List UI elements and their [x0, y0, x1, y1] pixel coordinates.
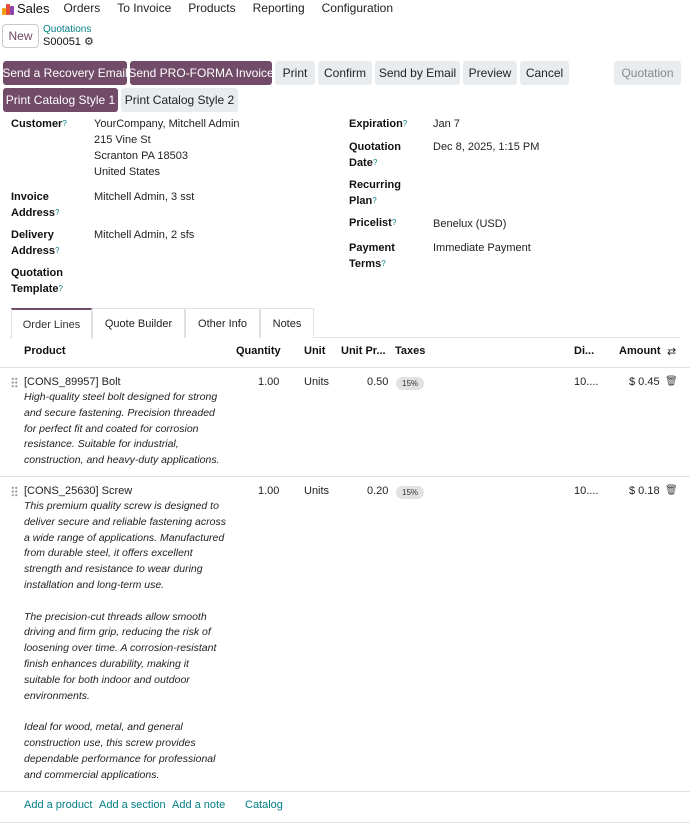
row-quantity[interactable]: 1.00 [258, 485, 280, 497]
send-by-email-button[interactable]: Send by Email [375, 61, 460, 85]
col-product[interactable]: Product [24, 345, 66, 357]
new-button[interactable]: New [2, 24, 39, 48]
nav-products[interactable]: Products [188, 1, 236, 15]
row-amount: $ 0.45 [629, 376, 660, 388]
tab-quote-builder[interactable]: Quote Builder [92, 308, 185, 338]
tab-other-info[interactable]: Other Info [185, 308, 260, 338]
invoice-address-field[interactable]: Mitchell Admin, 3 sst [94, 191, 195, 203]
tax-badge[interactable]: 15% [396, 377, 424, 390]
row-unit[interactable]: Units [304, 376, 330, 388]
quotation-date-label: Quotation Date? [349, 141, 401, 169]
recurring-plan-label: Recurring Plan? [349, 179, 401, 207]
catalog-button[interactable]: Catalog [245, 799, 283, 811]
row-description[interactable]: High-quality steel bolt designed for strong and secure fastening. Precision threaded for perfect fit and coated for corrosion resistance. Suitable for industrial, construction, and heavy-duty applications. [24, 391, 220, 467]
send-recovery-email-button[interactable]: Send a Recovery Email [3, 61, 127, 85]
col-quantity[interactable]: Quantity [236, 345, 281, 357]
sales-app-icon[interactable] [1, 1, 17, 15]
row-unit-price[interactable]: 0.50 [367, 376, 389, 388]
quotation-template-label: Quotation Template? [11, 267, 63, 295]
print-catalog-style-1-button[interactable]: Print Catalog Style 1 [3, 88, 118, 112]
row-discount[interactable]: 10.... [574, 376, 599, 388]
nav-orders[interactable]: Orders [63, 1, 101, 15]
add-note-link[interactable]: Add a note [172, 799, 226, 811]
expiration-label: Expiration? [349, 118, 408, 130]
payment-terms-field[interactable]: Immediate Payment [433, 242, 531, 254]
add-product-link[interactable]: Add a product [24, 799, 93, 811]
cancel-button[interactable]: Cancel [520, 61, 569, 85]
row-divider [0, 791, 690, 792]
col-unit[interactable]: Unit [304, 345, 326, 357]
tab-notes[interactable]: Notes [260, 308, 314, 338]
nav-reporting[interactable]: Reporting [252, 1, 305, 15]
expiration-field[interactable]: Jan 7 [433, 118, 460, 130]
app-name[interactable]: Sales [17, 0, 50, 16]
print-catalog-style-2-button[interactable]: Print Catalog Style 2 [121, 88, 238, 112]
breadcrumb-quotations-link[interactable]: Quotations [43, 24, 92, 35]
column-settings-icon[interactable]: ⇄ [667, 346, 677, 358]
tax-badge[interactable]: 15% [396, 486, 424, 499]
tab-order-lines[interactable]: Order Lines [11, 308, 92, 339]
delivery-address-label: Delivery Address? [11, 229, 60, 257]
top-navbar [0, 0, 690, 16]
quotation-date-field[interactable]: Dec 8, 2025, 1:15 PM [433, 141, 540, 153]
row-quantity[interactable]: 1.00 [258, 376, 280, 388]
row-unit-price[interactable]: 0.20 [367, 485, 389, 497]
print-button[interactable]: Print [275, 61, 315, 85]
pricelist-label: Pricelist? [349, 217, 397, 229]
header-divider [0, 367, 690, 368]
row-discount[interactable]: 10.... [574, 485, 599, 497]
customer-label: Customer? [11, 118, 67, 130]
col-taxes[interactable]: Taxes [395, 345, 426, 357]
drag-handle-icon[interactable] [11, 486, 18, 497]
status-quotation[interactable]: Quotation [614, 61, 681, 85]
drag-handle-icon[interactable] [11, 377, 18, 388]
col-discount[interactable]: Di... [574, 345, 595, 357]
col-unit-price[interactable]: Unit Pr... [341, 345, 386, 357]
invoice-address-label: Invoice Address? [11, 191, 60, 219]
preview-button[interactable]: Preview [463, 61, 517, 85]
trash-icon[interactable]: 🗑 [665, 376, 678, 387]
pricelist-field[interactable]: Benelux (USD) [433, 218, 507, 230]
row-divider [0, 476, 690, 477]
customer-field[interactable]: YourCompany, Mitchell Admin 215 Vine St Scranton PA 18503 United States [94, 118, 240, 178]
record-name: S00051 [43, 35, 81, 48]
gear-icon[interactable]: ⚙ [83, 36, 94, 48]
payment-terms-label: Payment Terms? [349, 242, 395, 270]
nav-to-invoice[interactable]: To Invoice [117, 1, 172, 15]
col-amount[interactable]: Amount [619, 345, 661, 357]
add-section-link[interactable]: Add a section [99, 799, 166, 811]
row-product[interactable]: [CONS_89957] Bolt [24, 376, 121, 388]
send-proforma-invoice-button[interactable]: Send PRO-FORMA Invoice [130, 61, 272, 85]
delivery-address-field[interactable]: Mitchell Admin, 2 sfs [94, 229, 195, 241]
trash-icon[interactable]: 🗑 [665, 485, 678, 496]
footer-divider [0, 822, 690, 823]
row-description[interactable]: This premium quality screw is designed to deliver secure and reliable fastening across a wide range of applications. Manufactured from durable steel, it offers excellent strength and resistance to wear during installation and long-term use. The precision-cut threads allow smooth driving and firm grip, reducing the risk of loosening over time. A corrosion-resistant finish enhances durability, making it suitable for both indoor and outdoor environments. Ideal for wood, metal, and general construction use, this screw provides dependable performance for professional and commercial applications. [24, 500, 226, 781]
nav-configuration[interactable]: Configuration [321, 1, 394, 15]
confirm-button[interactable]: Confirm [318, 61, 372, 85]
row-amount: $ 0.18 [629, 485, 660, 497]
row-product[interactable]: [CONS_25630] Screw [24, 485, 133, 497]
breadcrumb-current [43, 35, 94, 48]
row-unit[interactable]: Units [304, 485, 330, 497]
